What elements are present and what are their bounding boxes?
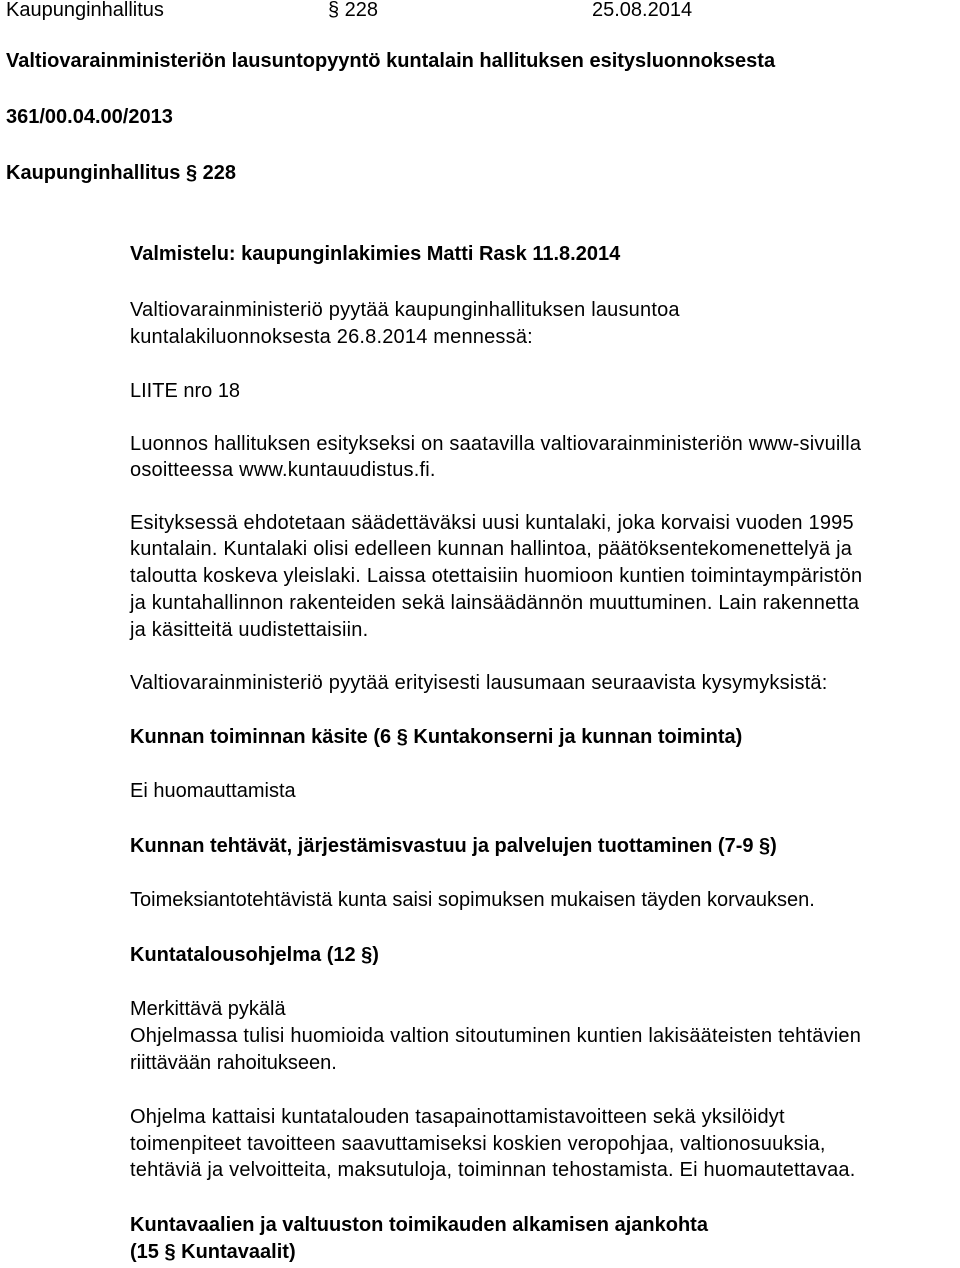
paragraph-4: Valtiovarainministeriö pyytää erityisesti lausumaan seuraavista kysymyksistä: — [130, 672, 828, 694]
header-section: § 228 — [328, 0, 379, 21]
paragraph-1-line-2: kuntalakiluonnoksesta 26.8.2014 mennessä: — [130, 326, 533, 348]
preparation-line: Valmistelu: kaupunginlakimies Matti Rask 11.8.2014 — [130, 243, 621, 265]
section-3-line-1: Merkittävä pykälä — [130, 998, 286, 1020]
paragraph-3-line-4: ja kuntahallinnon rakenteiden sekä lainsäädännön muuttuminen. Lain rakennetta — [130, 592, 860, 614]
paragraph-1-line-1: Valtiovarainministeriö pyytää kaupunginhallituksen lausuntoa — [130, 299, 680, 321]
document-title: Valtiovarainministeriön lausuntopyyntö kuntalain hallituksen esitysluonnoksesta — [6, 50, 776, 72]
paragraph-3-line-2: kuntalain. Kuntalaki olisi edelleen kunnan hallintoa, päätöksentekomenettelyä ja — [130, 538, 853, 560]
section-1-heading: Kunnan toiminnan käsite (6 § Kuntakonserni ja kunnan toiminta) — [130, 726, 743, 748]
meeting-reference: Kaupunginhallitus § 228 — [6, 162, 237, 184]
section-2-heading: Kunnan tehtävät, järjestämisvastuu ja palvelujen tuottaminen (7-9 §) — [130, 835, 777, 857]
section-3-heading: Kuntatalousohjelma (12 §) — [130, 944, 379, 966]
paragraph-3-line-5: ja käsitteitä uudistettaisiin. — [130, 619, 369, 641]
section-3-line-4: Ohjelma kattaisi kuntatalouden tasapainottamistavoitteen sekä yksilöidyt — [130, 1106, 785, 1128]
paragraph-2-line-2: osoitteessa www.kuntauudistus.fi. — [130, 459, 436, 481]
section-1-text: Ei huomauttamista — [130, 780, 296, 802]
section-3-line-5: toimenpiteet tavoitteen saavuttamiseksi koskien veropohjaa, valtionosuuksia, — [130, 1133, 826, 1155]
section-3-line-2: Ohjelmassa tulisi huomioida valtion sitoutuminen kuntien lakisääteisten tehtävien — [130, 1025, 862, 1047]
header-body: Kaupunginhallitus — [6, 0, 164, 21]
diary-number: 361/00.04.00/2013 — [6, 106, 173, 128]
section-4-heading-line-2: (15 § Kuntavaalit) — [130, 1241, 296, 1263]
section-2-text: Toimeksiantotehtävistä kunta saisi sopimuksen mukaisen täyden korvauksen. — [130, 889, 815, 911]
section-4-heading-line-1: Kuntavaalien ja valtuuston toimikauden alkamisen ajankohta — [130, 1214, 708, 1236]
paragraph-3-line-3: taloutta koskeva yleislaki. Laissa otettaisiin huomioon kuntien toimintaympäristön — [130, 565, 863, 587]
section-3-line-6: tehtäviä ja velvoitteita, maksutuloja, toiminnan tehostamista. Ei huomautettavaa. — [130, 1159, 856, 1181]
paragraph-3-line-1: Esityksessä ehdotetaan säädettäväksi uusi kuntalaki, joka korvaisi vuoden 1995 — [130, 512, 854, 534]
attachment-reference: LIITE nro 18 — [130, 380, 241, 402]
section-3-line-3: riittävään rahoitukseen. — [130, 1052, 337, 1074]
paragraph-2-line-1: Luonnos hallituksen esitykseksi on saatavilla valtiovarainministeriön www-sivuilla — [130, 433, 862, 455]
header-date: 25.08.2014 — [592, 0, 693, 21]
